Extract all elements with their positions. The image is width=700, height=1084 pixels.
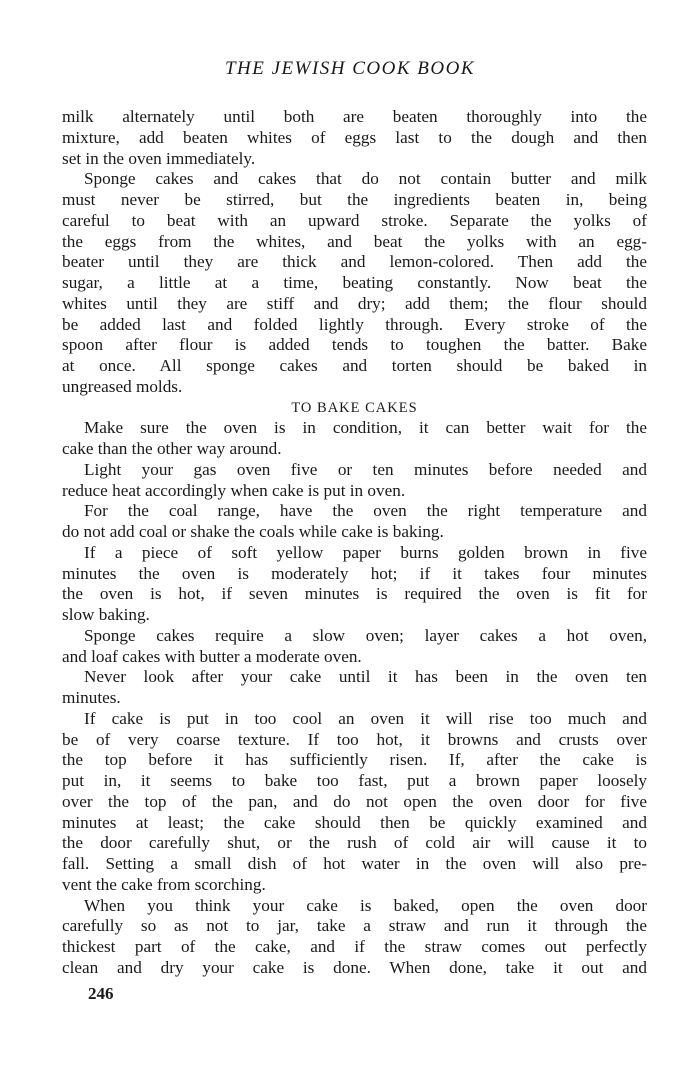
- text-line: be added last and folded lightly through. Every stroke of the: [62, 314, 647, 334]
- text-line: whites until they are stiff and dry; add them; the flour should: [62, 293, 647, 313]
- text-line: over the top of the pan, and do not open the oven door for five: [62, 791, 647, 811]
- text-line: beater until they are thick and lemon-colored. Then add the: [62, 252, 647, 272]
- text-line: careful to beat with an upward stroke. Separate the yolks of: [62, 210, 647, 230]
- text-line: be of very coarse texture. If too hot, it browns and crusts over: [62, 729, 647, 749]
- text-line: minutes the oven is moderately hot; if it takes four minutes: [62, 563, 647, 583]
- page-body: [62, 107, 647, 979]
- text-line: put in, it seems to bake too fast, put a brown paper loosely: [62, 771, 647, 790]
- text-line: When you think your cake is baked, open the oven door: [84, 895, 647, 915]
- text-line: slow baking.: [62, 605, 150, 624]
- text-line: clean and dry your cake is done. When done, take it out and: [62, 957, 647, 977]
- text-line: Sponge cakes require a slow oven; layer cakes a hot oven,: [84, 625, 647, 645]
- text-line: carefully so as not to jar, take a straw and run it through the: [62, 916, 647, 936]
- text-line: the eggs from the whites, and beat the yolks with an egg-: [62, 231, 647, 251]
- text-line: Light your gas oven five or ten minutes before needed and: [84, 459, 647, 479]
- text-line: thickest part of the cake, and if the straw comes out perfectly: [62, 937, 647, 956]
- text-line: mixture, add beaten whites of eggs last to the dough and then: [62, 127, 647, 147]
- section-heading: TO BAKE CAKES: [291, 399, 418, 416]
- text-line: Make sure the oven is in condition, it can better wait for the: [84, 418, 647, 438]
- text-line: If cake is put in too cool an oven it will rise too much and: [84, 708, 647, 728]
- text-line: For the coal range, have the oven the right temperature and: [84, 501, 647, 521]
- text-line: ungreased molds.: [62, 376, 183, 396]
- page-number: 246: [88, 984, 114, 1003]
- text-line: at once. All sponge cakes and torten should be baked in: [62, 356, 647, 375]
- text-line: Sponge cakes and cakes that do not contain butter and milk: [84, 169, 647, 189]
- text-line: the top before it has sufficiently risen. If, after the cake is: [62, 750, 647, 770]
- text-line: and loaf cakes with butter a moderate oven.: [62, 646, 362, 666]
- text-line: reduce heat accordingly when cake is put in oven.: [62, 480, 406, 500]
- text-line: must never be stirred, but the ingredients beaten in, being: [62, 190, 647, 209]
- text-line: do not add coal or shake the coals while cake is baking.: [62, 522, 444, 541]
- text-line: cake than the other way around.: [62, 439, 282, 458]
- text-line: milk alternately until both are beaten thoroughly into the: [62, 107, 647, 126]
- text-line: the oven is hot, if seven minutes is required the oven is fit for: [62, 584, 647, 604]
- running-head: THE JEWISH COOK BOOK: [224, 58, 476, 79]
- text-line: Never look after your cake until it has been in the oven ten: [84, 667, 647, 687]
- text-line: spoon after flour is added tends to toughen the batter. Bake: [62, 335, 647, 355]
- text-line: minutes at least; the cake should then be quickly examined and: [62, 812, 647, 832]
- text-line: set in the oven immediately.: [62, 148, 256, 168]
- text-line: sugar, a little at a time, beating constantly. Now beat the: [62, 273, 647, 292]
- text-line: minutes.: [62, 688, 121, 707]
- text-line: fall. Setting a small dish of hot water in the oven will also pre-: [62, 854, 647, 873]
- text-line: the door carefully shut, or the rush of cold air will cause it to: [62, 833, 647, 853]
- text-line: vent the cake from scorching.: [62, 874, 266, 894]
- text-line: If a piece of soft yellow paper burns golden brown in five: [84, 542, 647, 562]
